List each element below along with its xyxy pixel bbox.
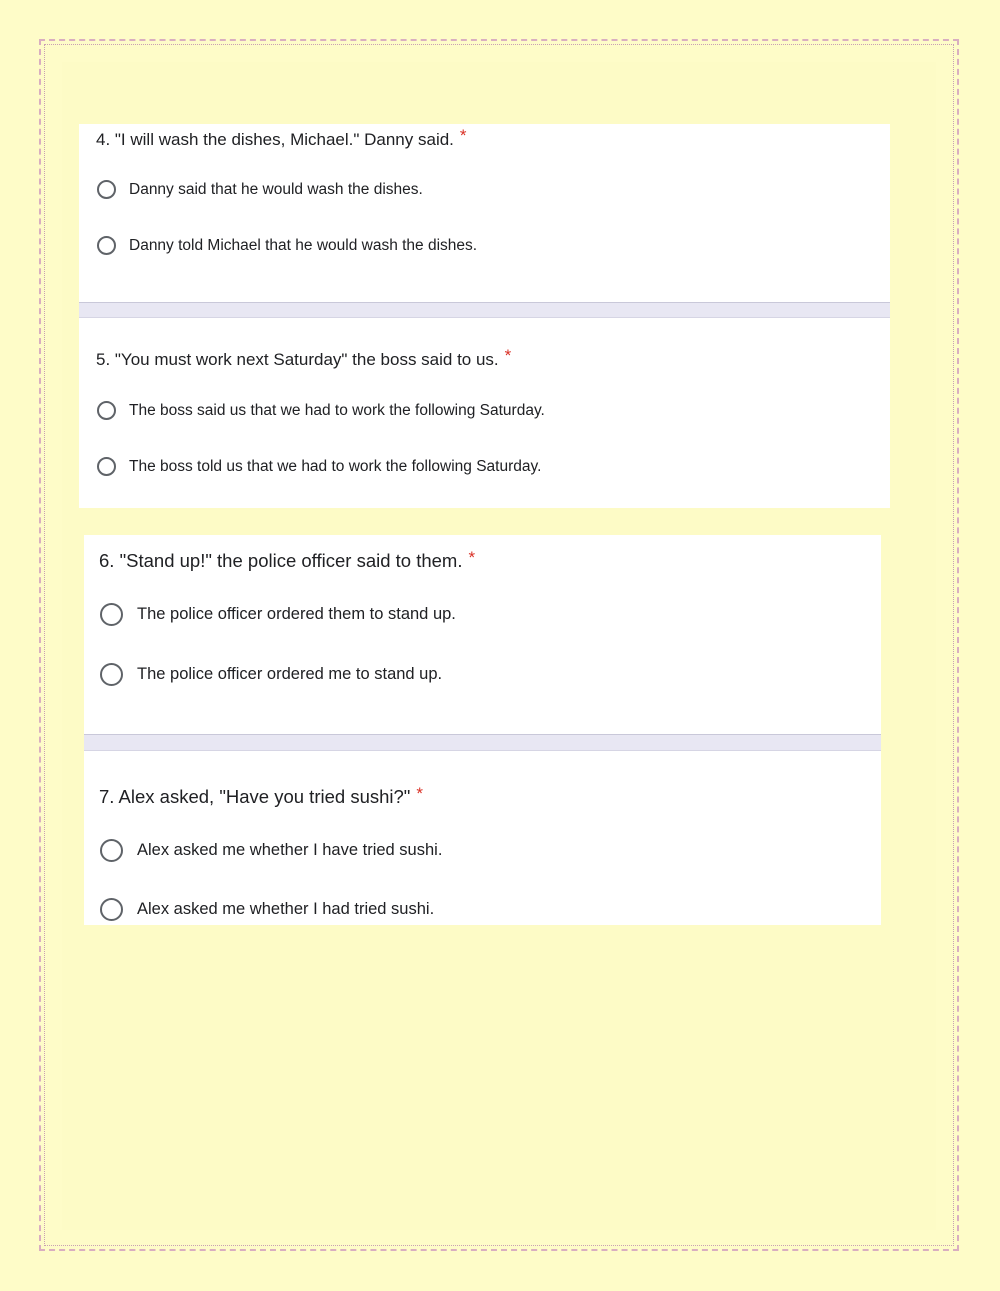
option-label: The police officer ordered them to stand up. bbox=[137, 605, 456, 623]
question-4-title bbox=[96, 126, 467, 150]
option-label: Danny told Michael that he would wash the dishes. bbox=[129, 236, 478, 254]
question-7-title bbox=[99, 786, 423, 808]
option-label: Danny said that he would wash the dishes. bbox=[129, 180, 423, 198]
question-7-option-1[interactable] bbox=[100, 839, 442, 862]
radio-button[interactable] bbox=[100, 839, 123, 862]
question-text: 7. Alex asked, "Have you tried sushi?" bbox=[99, 786, 411, 807]
option-label: Alex asked me whether I have tried sushi. bbox=[137, 841, 443, 859]
required-marker: * bbox=[504, 346, 512, 365]
radio-button[interactable] bbox=[97, 180, 116, 199]
radio-button[interactable] bbox=[100, 663, 123, 686]
question-text: 5. "You must work next Saturday" the boss said to us. bbox=[96, 350, 499, 369]
option-label: Alex asked me whether I had tried sushi. bbox=[137, 900, 435, 918]
required-marker: * bbox=[459, 126, 467, 145]
required-marker: * bbox=[416, 784, 423, 803]
question-5-option-2[interactable] bbox=[97, 457, 541, 476]
option-label: The police officer ordered me to stand up. bbox=[137, 665, 443, 683]
section-divider bbox=[79, 302, 890, 318]
question-5-option-1[interactable] bbox=[97, 401, 545, 420]
question-text: 4. "I will wash the dishes, Michael." Danny said. bbox=[96, 130, 454, 149]
radio-button[interactable] bbox=[97, 401, 116, 420]
option-label: The boss said us that we had to work the following Saturday. bbox=[129, 401, 545, 419]
radio-button[interactable] bbox=[97, 457, 116, 476]
required-marker: * bbox=[468, 548, 476, 567]
question-card-4 bbox=[79, 124, 890, 302]
radio-button[interactable] bbox=[100, 603, 123, 626]
question-text: 6. "Stand up!" the police officer said to them. bbox=[99, 550, 463, 571]
question-4-option-2[interactable] bbox=[97, 236, 477, 255]
question-6-title bbox=[99, 550, 475, 572]
question-6-option-1[interactable] bbox=[100, 603, 456, 626]
question-7-option-2[interactable] bbox=[100, 898, 434, 921]
section-divider bbox=[84, 734, 881, 751]
question-5-title bbox=[96, 346, 512, 370]
radio-button[interactable] bbox=[97, 236, 116, 255]
question-4-option-1[interactable] bbox=[97, 180, 423, 199]
option-label: The boss told us that we had to work the following Saturday. bbox=[129, 457, 542, 475]
question-6-option-2[interactable] bbox=[100, 663, 442, 686]
radio-button[interactable] bbox=[100, 898, 123, 921]
